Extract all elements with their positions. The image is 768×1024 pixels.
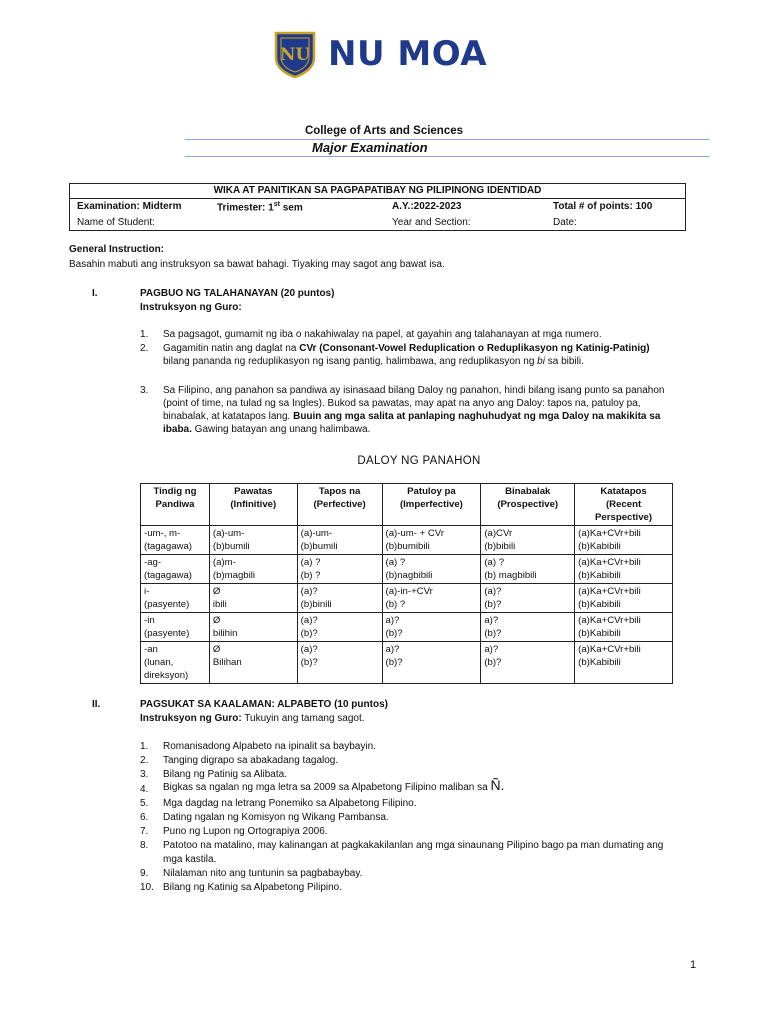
header-line: (Recent [605,499,642,510]
table-cell [481,613,575,642]
cell-line: (b)Kabibili [578,570,621,581]
logo-text: NU MOA [328,34,488,74]
list-item-continued: (point of time, na tulad ng sa Ingles). Bukod sa pawatas, may apat na anyo ang Daloy: tapos na, patuloy pa, [163,398,641,409]
cell-line: (tagagawa) [144,570,192,581]
part1-title: PAGBUO NG TALAHANAYAN (20 puntos) [140,288,335,299]
cell-line: (b)? [300,628,318,639]
cell-line: (b) ? [300,570,321,581]
table-row [141,584,673,613]
list-item: Bilang ng Patinig sa Alibata. [163,769,287,780]
list-number: 7. [140,826,149,837]
academic-year: A.Y.:2022-2023 [392,201,462,212]
table-cell [382,584,481,613]
cell-line: (b)? [484,657,502,668]
cell-line: (b) ? [385,599,406,610]
cell-line: (a) ? [385,557,406,568]
table-cell [209,584,297,613]
list-number: 10. [140,882,154,893]
cell-line: (a)? [300,615,318,626]
cell-line: -um-, m- [144,528,181,539]
table-row [141,526,673,555]
list-number: 1. [140,329,149,340]
cell-line: (b)Kabibili [578,541,621,552]
list-number: 4. [140,784,149,795]
list-item: Mga dagdag na letrang Ponemiko sa Alpabetong Filipino. [163,798,417,809]
list-item-continued [163,355,584,368]
table-cell [297,613,382,642]
part2-instruction-label: Instruksyon ng Guro: [140,713,242,724]
cell-line: Bilihan [212,657,242,668]
item-bold: ibaba. [163,424,192,435]
cell-line: ibili [212,599,227,610]
exam-type: Major Examination [312,140,428,155]
cell-line: (b)? [385,657,403,668]
table-cell [481,584,575,613]
header-line: Tindig ng [153,486,197,497]
list-item: Romanisadong Alpabeto na ipinalit sa baybayin. [163,741,376,752]
cell-line: a)? [385,615,400,626]
cell-line: (lunan, [144,657,174,668]
cell-line: (b)bibili [484,541,516,552]
list-number: 3. [140,769,149,780]
header-cell [141,484,210,526]
table-cell [382,526,481,555]
svg-text:NU: NU [279,45,311,65]
cell-line: (a)-in-+CVr [385,586,433,597]
header-cell [209,484,297,526]
cell-line: (a)Ka+CVr+bili [578,586,641,597]
cell-line: a)? [484,615,499,626]
cell-line: (a)Ka+CVr+bili [578,644,641,655]
cell-line: a)? [385,644,400,655]
header-line: (Infinitive) [230,499,277,510]
list-item: Dating ngalan ng Komisyon ng Wikang Pambansa. [163,812,389,823]
table-cell [297,642,382,684]
header-line: Binabalak [505,486,551,497]
table-cell [141,555,210,584]
header-line: Tapos na [318,486,361,497]
cell-line: (a)? [300,586,318,597]
trimester-sup: st [273,201,280,208]
cell-line: (b)Kabibili [578,657,621,668]
table-cell [209,526,297,555]
cell-line: (a)-um- + CVr [385,528,445,539]
cell-line: (b) magbibili [484,570,537,581]
cell-line: (a) ? [300,557,321,568]
cell-line: -in [144,615,155,626]
cell-line: (b)bumibili [385,541,430,552]
cell-line: (a)? [484,586,502,597]
table-header-row [141,484,673,526]
list-item: Nilalaman nito ang tuntunin sa pagbabaybay. [163,868,363,879]
list-number: 2. [140,343,149,354]
table-cell [481,555,575,584]
cell-line: (b)nagbibili [385,570,433,581]
trimester-prefix: Trimester: 1 [217,202,274,214]
table-cell [297,526,382,555]
part1-numeral: I. [92,288,98,299]
cell-line: (b)binili [300,599,332,610]
cell-line: (b)? [385,628,403,639]
list-item: Puno ng Lupon ng Ortograpiya 2006. [163,826,328,837]
table-cell [382,642,481,684]
item-text: Gawing batayan ang unang halimbawa. [191,424,371,435]
table-cell [575,584,673,613]
item-text: binabalak, at katatapos lang. [163,411,294,422]
table-row [141,555,673,584]
list-number: 1. [140,741,149,752]
table-cell [382,555,481,584]
list-number: 6. [140,812,149,823]
header-cell [481,484,575,526]
part2-numeral: II. [92,699,101,710]
cell-line: Ø [212,644,221,655]
cell-line: a)? [484,644,499,655]
header-cell [297,484,382,526]
cell-line: -ag- [144,557,162,568]
table-cell [141,526,210,555]
cell-line: (a)CVr [484,528,513,539]
cell-line: (a)Ka+CVr+bili [578,528,641,539]
list-item-continued [163,423,370,436]
item-emphasis: bi [537,356,545,367]
table-cell [575,613,673,642]
cell-line: (a)m- [212,557,236,568]
info-divider [70,198,685,199]
daloy-table [140,483,673,684]
table-cell [575,642,673,684]
header-divider-bottom [185,156,709,157]
table-cell [575,555,673,584]
list-number: 3. [140,385,149,396]
cell-line: (a)-um- [300,528,333,539]
examination-label: Examination: Midterm [77,201,182,212]
list-item: Tanging digrapo sa abakadang tagalog. [163,755,339,766]
cell-line: -an [144,644,158,655]
exam-info-box [69,183,686,231]
list-item: Sa pagsagot, gumamit ng iba o nakahiwalay na papel, at gayahin ang talahanayan at mga numero. [163,329,602,340]
college-name: College of Arts and Sciences [304,125,464,137]
table-cell [297,584,382,613]
list-item: Bilang ng Katinig sa Alpabetong Pilipino. [163,882,343,893]
table-cell [209,642,297,684]
table-cell [382,613,481,642]
course-title: WIKA AT PANITIKAN SA PAGPAPATIBAY NG PILIPINONG IDENTIDAD [213,185,542,196]
part1-instruction-label: Instruksyon ng Guro: [140,302,242,313]
list-number: 9. [140,868,149,879]
table-cell [297,555,382,584]
item-text: Gagamitin natin ang daglat na [163,343,300,354]
cell-line: (b)? [484,628,502,639]
cell-line: i- [144,586,150,597]
table-cell [481,526,575,555]
header-divider-top [185,139,709,140]
cell-line: (a)-um- [212,528,245,539]
general-instruction-title: General Instruction: [69,244,165,255]
cell-line: (b)bumili [212,541,250,552]
table-title: DALOY NG PANAHON [357,455,481,467]
cell-line: (a) ? [484,557,505,568]
header-line: (Imperfective) [399,499,463,510]
list-item-continued: mga kastila. [163,854,217,865]
part2-instruction-text: Tukuyin ang tamang sagot. [241,713,365,724]
header-line: (Perfective) [313,499,366,510]
table-row [141,642,673,684]
header-line: Katatapos [600,486,647,497]
cell-line: Ø [212,615,221,626]
cell-line: (b)Kabibili [578,628,621,639]
cell-line: (b)? [300,657,318,668]
cell-line: (b)? [484,599,502,610]
header-line: Pandiwa [155,499,195,510]
list-number: 5. [140,798,149,809]
table-cell [141,642,210,684]
trimester-label [217,201,303,213]
table-cell [209,555,297,584]
table-cell [141,613,210,642]
cell-line: (b)Kabibili [578,599,621,610]
list-item: Sa Filipino, ang panahon sa pandiwa ay isinasaad bilang Daloy ng panahon, hindi bilang isang punto sa panahon [163,385,665,396]
header-line: Patuloy pa [407,486,456,497]
date-label: Date: [553,217,577,228]
cell-line: direksyon) [144,670,189,681]
item-text: Bigkas sa ngalan ng mga letra sa 2009 sa Alpabetong Filipino maliban sa [163,782,491,793]
cell-line: Ø [212,586,221,597]
table-cell [481,642,575,684]
list-item: Patotoo na matalino, may kalinangan at pagkakakilanlan ang mga sinaunang Pilipino bago pa man dumating ang [163,840,664,851]
item-text: sa bibili. [544,356,584,367]
table-row [141,613,673,642]
table-cell [575,526,673,555]
list-item [163,779,504,794]
list-number: 8. [140,840,149,851]
total-points: Total # of points: 100 [553,201,653,212]
cell-line: (tagagawa) [144,541,192,552]
shield-emblem-icon [272,30,318,78]
cell-line: (a)? [300,644,318,655]
part2-title: PAGSUKAT SA KAALAMAN: ALPABETO (10 puntos) [140,699,388,710]
part2-instruction [140,713,365,724]
header-line: (Prospective) [497,499,559,510]
cell-line: (b)magbili [212,570,256,581]
list-item-continued [163,410,660,423]
header-line: Perspective) [595,512,653,523]
cell-line: (a)Ka+CVr+bili [578,615,641,626]
cell-line: (a)Ka+CVr+bili [578,557,641,568]
cell-line: (pasyente) [144,628,190,639]
header-line: Pawatas [234,486,273,497]
student-name-label: Name of Student: [77,217,155,228]
cvr-definition: CVr (Consonant-Vowel Reduplication o Reduplikasyon ng Katinig-Patinig) [299,343,650,354]
header-cell [575,484,673,526]
list-item [163,342,650,355]
list-number: 2. [140,755,149,766]
cell-line: (b)bumili [300,541,338,552]
cell-line: (pasyente) [144,599,190,610]
general-instruction-text: Basahin mabuti ang instruksyon sa bawat bahagi. Tiyaking may sagot ang bawat isa. [69,259,445,270]
trimester-suffix: sem [279,202,303,214]
nu-moa-logo [272,30,487,78]
table-cell [141,584,210,613]
item-text: bilang pananda ng reduplikasyon ng isang pantig, halimbawa, ang reduplikasyon ng [163,356,538,367]
table-cell [209,613,297,642]
item-bold: Buuin ang mga salita at panlaping naghuhudyat ng mga Daloy na makikita sa [293,411,661,422]
cell-line: bilihin [212,628,238,639]
item-letter: Ñ. [490,777,505,793]
header-cell [382,484,481,526]
year-section-label: Year and Section: [392,217,471,228]
table-body [141,526,673,684]
page-number: 1 [690,959,697,971]
